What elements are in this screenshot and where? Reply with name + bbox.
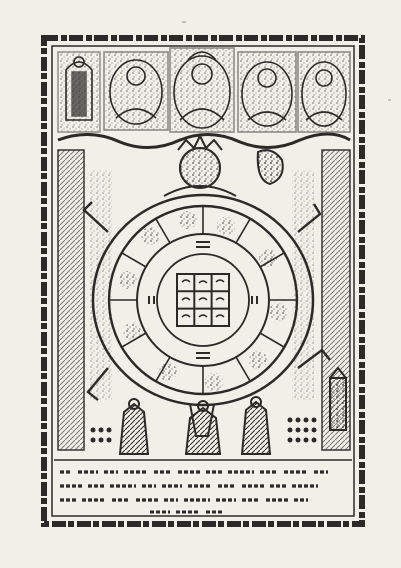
left-text-column <box>58 150 84 450</box>
deity-panel-3 <box>170 48 234 132</box>
dot-cluster-right <box>288 418 317 443</box>
deity-panel-5 <box>298 52 350 132</box>
inscription-band <box>54 460 352 512</box>
magic-square-grid <box>177 274 229 326</box>
zodiac-ring <box>109 206 297 394</box>
dot-cluster-left <box>91 428 112 443</box>
deity-panel-4 <box>238 52 296 132</box>
lantern-right <box>330 368 346 430</box>
deity-panel-2 <box>104 52 168 130</box>
protector-figure <box>164 136 236 196</box>
talisman-left <box>120 399 148 454</box>
talisman-right <box>242 397 270 454</box>
trigram-ring <box>149 242 257 358</box>
top-deity-panels <box>58 48 350 132</box>
deity-panel-left-sword <box>58 52 100 132</box>
